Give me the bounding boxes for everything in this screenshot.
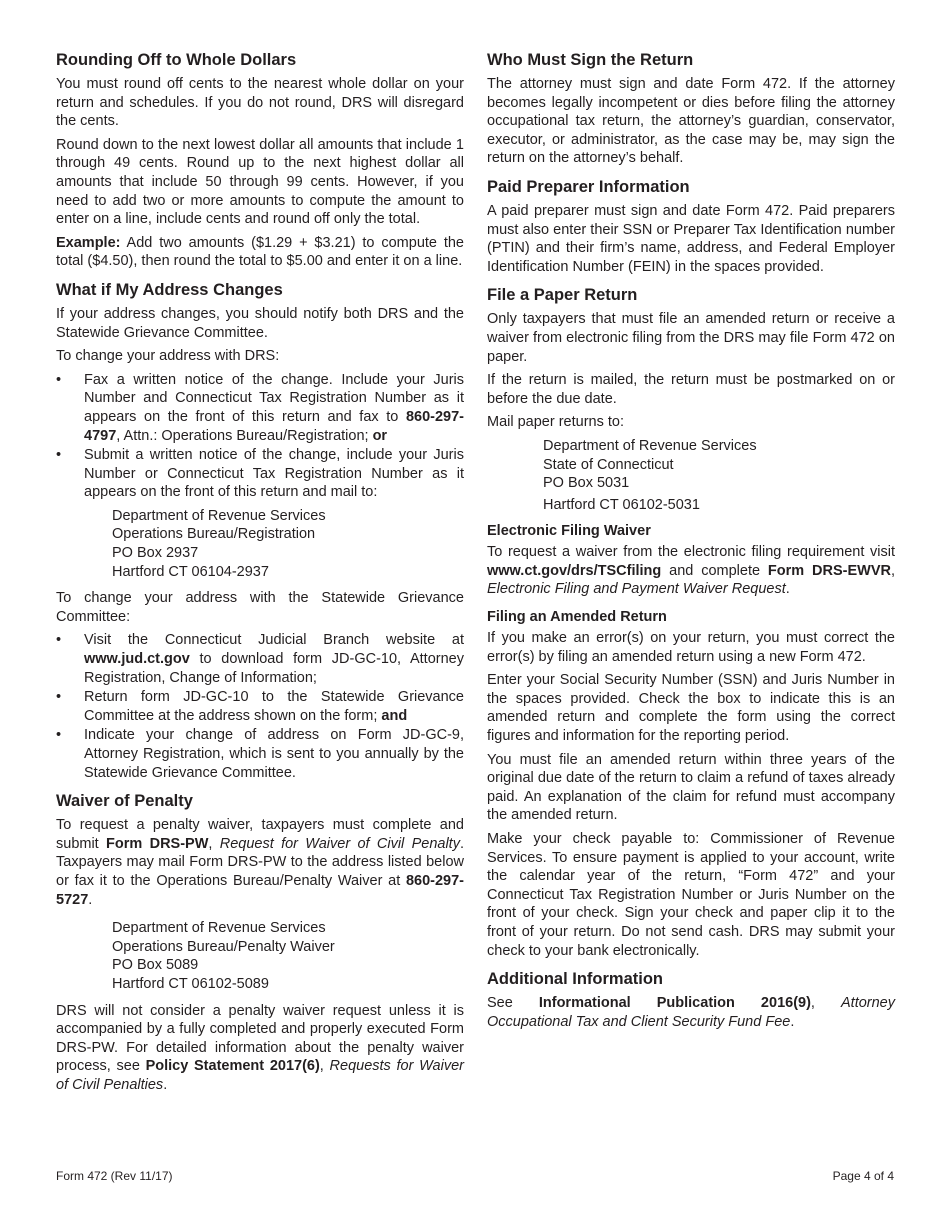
fax-number: 860-297-4797 (84, 408, 464, 444)
drs-address-bullets (56, 371, 464, 502)
address-heading: What if My Address Changes (56, 280, 283, 299)
additional-paragraph: See Informational Publication 2016(9), Attorney Occupational Tax and Client Security Fund Fee. (487, 995, 895, 1030)
amended-paragraph-2: Enter your Social Security Number (SSN) and Juris Number in the spaces provided. Check the box to indicate this is an amended return and complete the form using the correct figures and information for the reporting period. (487, 672, 895, 745)
page-number: Page 4 of 4 (832, 1169, 894, 1183)
penalty-waiver-mailing-address: Department of Revenue Services Operations Bureau/Penalty Waiver PO Box 5089 Hartford CT 06102-5089 (112, 920, 335, 992)
preparer-paragraph: A paid preparer must sign and date Form 472. Paid preparers must also enter their SSN or Preparer Tax Identification number (PTIN) and their firm’s name, address, and Federal Employer Identification Number (FEIN) in the spaces provided. (487, 202, 895, 275)
right-column (487, 50, 895, 1036)
left-column (56, 50, 464, 1100)
example-text: Add two amounts ($1.29 + $3.21) to compute the total ($4.50), then round the total to $5.00 and enter it on a line. (56, 234, 464, 270)
bullet-mail-notice: • Submit a written notice of the change, include your Juris Number or Connecticut Tax Registration Number as it appears on the front of this return and mail to: (56, 447, 464, 501)
waiver-paragraph-1: To request a penalty waiver, taxpayers must complete and submit Form DRS-PW, Request for Waiver of Civil Penalty. Taxpayers may mail Form DRS-PW to the address listed below or fax it to the Operations Bureau/Penalty Waiver at 860-297-5727. (56, 817, 464, 908)
efw-heading: Electronic Filing Waiver (487, 523, 651, 540)
paper-paragraph-1: Only taxpayers that must file an amended return or receive a waiver from electronic filing from the DRS may file Form 472 on paper. (487, 311, 895, 365)
address-paragraph-1: If your address changes, you should notify both DRS and the Statewide Grievance Committee. (56, 305, 464, 341)
preparer-heading: Paid Preparer Information (487, 177, 690, 196)
amended-paragraph-4: Make your check payable to: Commissioner of Revenue Services. To ensure payment is applied to your account, write the calendar year of the return, “Form 472” and your Connecticut Tax Registration Number or Juris Number on the front of your check. Sign your check and paper clip it to the front of your return. Do not send cash. DRS may submit your check to your bank electronically. (487, 831, 895, 959)
address-paragraph-2: To change your address with DRS: (56, 348, 280, 365)
waiver-paragraph-2: DRS will not consider a penalty waiver request unless it is accompanied by a fully completed and properly executed Form DRS-PW. For detailed information about the penalty waiver process, see Policy Statement 2017(6), Requests for Waiver of Civil Penalties. (56, 1002, 464, 1093)
bullet-icon: • (56, 689, 62, 706)
rounding-heading: Rounding Off to Whole Dollars (56, 51, 297, 69)
paper-heading: File a Paper Return (487, 286, 638, 305)
bullet-icon: • (56, 447, 62, 464)
penalty-fax-number: 860-297-5727 (56, 872, 464, 908)
bullet-fax-notice: • Fax a written notice of the change. Include your Juris Number and Connecticut Tax Registration Number as it appears on the front of this return and fax to 860-297-4797, Attn.: Operations Bureau/Registration; or (56, 371, 464, 444)
paper-paragraph-2: If the return is mailed, the return must be postmarked on or before the due date. (487, 372, 895, 407)
bullet-icon: • (56, 727, 62, 744)
waiver-heading: Waiver of Penalty (56, 792, 193, 811)
amended-paragraph-1: If you make an error(s) on your return, you must correct the error(s) by filing an amended return using a new Form 472. (487, 630, 895, 665)
form-revision-label: Form 472 (Rev 11/17) (56, 1169, 173, 1183)
rounding-paragraph-1: You must round off cents to the nearest whole dollar on your return and schedules. If you do not round, DRS will disregard the cents. (56, 76, 464, 130)
bullet-icon: • (56, 371, 62, 388)
bullet-return-form: • Return form JD-GC-10 to the Statewide Grievance Committee at the address shown on the form; and (56, 689, 464, 724)
bullet-visit-website: • Visit the Connecticut Judicial Branch website at www.jud.ct.gov to download form JD-GC-10, Attorney Registration, Change of Information; (56, 632, 464, 686)
rounding-paragraph-2: Round down to the next lowest dollar all amounts that include 1 through 49 cents. Round up to the next highest dollar all amounts that include 50 through 99 cents. However, if you need to add two or more amounts to compute the amount to enter on a line, include cents and round off only the total. (56, 136, 464, 228)
additional-heading: Additional Information (487, 970, 663, 989)
address-paragraph-3: To change your address with the Statewide Grievance Committee: (56, 590, 464, 625)
rounding-example (56, 234, 464, 271)
efw-paragraph: To request a waiver from the electronic filing requirement visit www.ct.gov/drs/TSCfiling and complete Form DRS-EWVR, Electronic Filing and Payment Waiver Request. (487, 544, 895, 598)
amended-heading: Filing an Amended Return (487, 609, 667, 626)
tscfiling-link[interactable]: www.ct.gov/drs/TSCfiling (487, 562, 662, 579)
grievance-address-bullets (56, 631, 464, 782)
sign-heading: Who Must Sign the Return (487, 51, 694, 69)
amended-paragraph-3: You must file an amended return within three years of the original due date of the return to claim a refund of taxes already paid. An explanation of the claim for refund must accompany the amended return. (487, 751, 895, 824)
sign-paragraph: The attorney must sign and date Form 472. If the attorney becomes legally incompetent or dies before filing the attorney occupational tax return, the attorney’s guardian, conservator, executor, or administrator, as the case may be, may sign the return on the attorney’s behalf. (487, 76, 895, 167)
bullet-icon: • (56, 632, 62, 649)
bullet-indicate-change: • Indicate your change of address on Form JD-GC-9, Attorney Registration, which is sent to you annually by the Statewide Grievance Committee. (56, 727, 464, 781)
paper-return-mailing-address: Department of Revenue Services State of Connecticut PO Box 5031 Hartford CT 06102-5031 (543, 437, 757, 513)
example-label: Example: (56, 234, 121, 251)
paper-paragraph-3: Mail paper returns to: (487, 414, 625, 431)
jud-website-link[interactable]: www.jud.ct.gov (84, 651, 190, 668)
registration-mailing-address: Department of Revenue Services Operations Bureau/Registration PO Box 2937 Hartford CT 06104-2937 (112, 507, 326, 580)
